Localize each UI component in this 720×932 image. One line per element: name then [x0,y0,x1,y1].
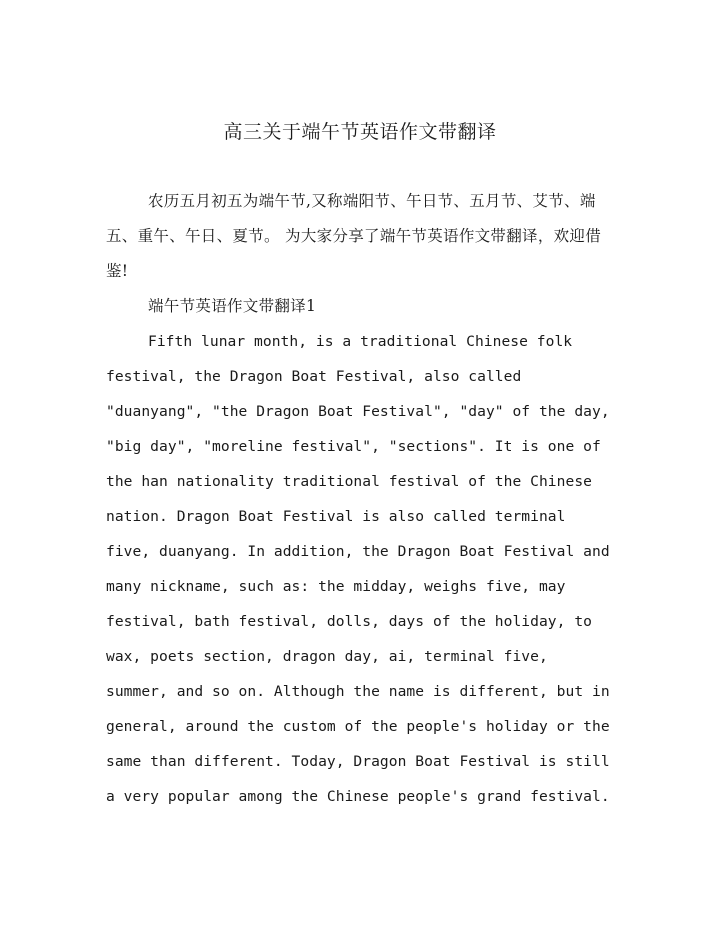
section-heading: 端午节英语作文带翻译1 [148,297,317,315]
document-body [106,184,616,814]
intro-paragraph: 农历五月初五为端午节,又称端阳节、午日节、五月节、艾节、端五、重午、午日、夏节。 为大家分享了端午节英语作文带翻译，欢迎借鉴! [106,192,602,280]
document-title: 高三关于端午节英语作文带翻译 [223,121,497,143]
english-paragraph: Fifth lunar month, is a traditional Chinese folk festival, the Dragon Boat Festival, also called "duanyang", "the Dragon Boat Festival", "day" of the day, "big day", "moreline festival", "sections". It is one of the han nationality traditional festival of the Chinese nation. Dragon Boat Festival is also called terminal five, duanyang. In addition, the Dragon Boat Festival and many nickname, such as: the midday, weighs five, may festival, bath festival, dolls, days of the holiday, to wax, poets section, dragon day, ai, terminal five, summer, and so on. Although the name is different, but in general, around the custom of the people's holiday or the same than different. Today, Dragon Boat Festival is still a very popular among the Chinese people's grand festival. [106,333,610,805]
